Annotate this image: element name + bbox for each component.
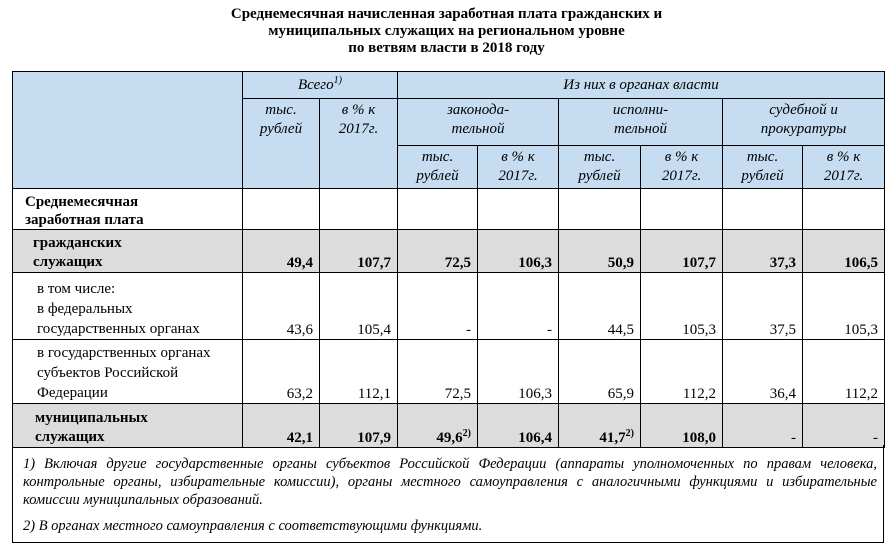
header-legislative-pct: в % к 2017г. — [478, 146, 559, 189]
row-label-municipal: муниципальных служащих — [13, 404, 243, 448]
header-legislative-unit: тыс. рублей — [398, 146, 478, 189]
table-cell: - — [723, 404, 803, 448]
title-line: Среднемесячная начисленная заработная плата гражданских и — [230, 6, 663, 22]
salary-table — [12, 71, 885, 448]
table-cell: - — [803, 404, 885, 448]
row-label-regional: в государственных органах субъектов Российской Федерации — [13, 340, 243, 404]
row-label-civil: гражданских служащих — [13, 230, 243, 273]
table-cell: 106,5 — [803, 230, 885, 273]
header-legislative: законода- тельной — [398, 99, 559, 146]
title-line: по ветвям власти в 2018 году — [348, 40, 545, 56]
row-label-federal: в том числе: в федеральных государственных органах — [13, 273, 243, 340]
header-total-pct: в % к 2017г. — [320, 99, 398, 189]
table-cell: 107,7 — [320, 230, 398, 273]
table-cell: 108,0 — [641, 404, 723, 448]
table-cell: 72,5 — [398, 230, 478, 273]
table-cell: 107,7 — [641, 230, 723, 273]
table-cell: 63,2 — [243, 340, 320, 404]
header-executive-unit: тыс. рублей — [559, 146, 641, 189]
header-empty-cell — [13, 72, 243, 189]
header-of-them: Из них в органах власти — [398, 72, 885, 99]
table-cell: 106,3 — [478, 340, 559, 404]
table-cell: 105,3 — [803, 273, 885, 340]
table-cell: 41,7$^{2)}$ — [559, 404, 641, 448]
footnote-mark: 2) — [462, 428, 472, 439]
header-total: Всего$^{1)}$ — [243, 72, 398, 99]
header-executive: исполни- тельной — [559, 99, 723, 146]
table-cell: 36,4 — [723, 340, 803, 404]
table-cell: 105,3 — [641, 273, 723, 340]
table-cell: 112,1 — [320, 340, 398, 404]
table-cell: 43,6 — [243, 273, 320, 340]
title-line: муниципальных служащих на региональном уровне — [268, 23, 625, 39]
table-cell: 105,4 — [320, 273, 398, 340]
page-title — [0, 6, 893, 57]
group-label: Среднемесячная заработная плата — [13, 189, 243, 230]
table-cell: 50,9 — [559, 230, 641, 273]
table-cell: 107,9 — [320, 404, 398, 448]
table-cell: 112,2 — [641, 340, 723, 404]
footnotes — [12, 445, 884, 543]
footnote-1: 1) Включая другие государственные органы субъектов Российской Федерации (аппараты уполномоченных по правам человека, контрольные органы, избирательные комиссии), органы местного самоуправления с аналогичными функциями и избирательные комиссии муниципальных образований. — [23, 456, 877, 508]
header-judicial-unit: тыс. рублей — [723, 146, 803, 189]
table-cell: - — [398, 273, 478, 340]
table-cell: 37,3 — [723, 230, 803, 273]
table-cell: 106,4 — [478, 404, 559, 448]
table-cell: 106,3 — [478, 230, 559, 273]
footnote-2: 2) В органах местного самоуправления с соответствующими функциями. — [23, 518, 483, 534]
table-cell: 72,5 — [398, 340, 478, 404]
table-cell: 42,1 — [243, 404, 320, 448]
table-cell: 49,6$^{2)}$ — [398, 404, 478, 448]
table-cell: - — [478, 273, 559, 340]
table-cell: 49,4 — [243, 230, 320, 273]
table-cell: 65,9 — [559, 340, 641, 404]
footnote-mark: 2) — [625, 428, 635, 439]
header-judicial: судебной и прокуратуры — [723, 99, 885, 146]
table-cell: 44,5 — [559, 273, 641, 340]
header-total-unit: тыс. рублей — [243, 99, 320, 189]
table-cell: 112,2 — [803, 340, 885, 404]
table-cell: 37,5 — [723, 273, 803, 340]
header-judicial-pct: в % к 2017г. — [803, 146, 885, 189]
header-executive-pct: в % к 2017г. — [641, 146, 723, 189]
